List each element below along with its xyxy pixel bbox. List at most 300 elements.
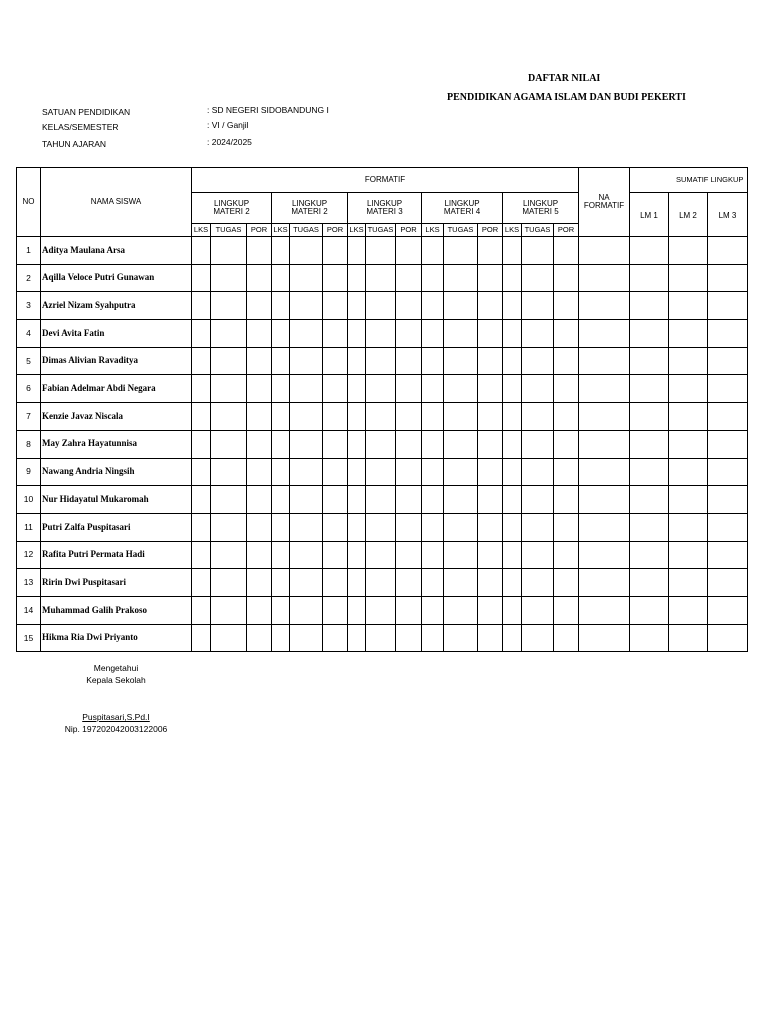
grade-cell[interactable] [503,541,522,569]
grade-cell[interactable] [290,486,323,514]
grade-cell[interactable] [211,264,247,292]
grade-cell[interactable] [503,237,522,265]
grade-cell[interactable] [247,486,272,514]
grade-cell[interactable] [396,541,422,569]
grade-cell[interactable] [708,403,748,431]
grade-cell[interactable] [290,292,323,320]
student-name: May Zahra Hayatunnisa [41,430,192,458]
grade-cell[interactable] [708,513,748,541]
grade-cell[interactable] [290,237,323,265]
grade-cell[interactable] [478,375,503,403]
grade-cell[interactable] [323,264,348,292]
grade-cell[interactable] [554,292,579,320]
grade-cell[interactable] [579,403,630,431]
grade-cell[interactable] [272,513,290,541]
grade-cell[interactable] [366,347,396,375]
grade-cell[interactable] [192,458,211,486]
grade-cell[interactable] [630,264,669,292]
grade-cell[interactable] [323,403,348,431]
grade-cell[interactable] [554,347,579,375]
grade-cell[interactable] [422,292,444,320]
grade-cell[interactable] [444,596,478,624]
grade-cell[interactable] [444,569,478,597]
grade-cell[interactable] [554,430,579,458]
grade-cell[interactable] [522,486,554,514]
grade-cell[interactable] [366,375,396,403]
grade-cell[interactable] [478,237,503,265]
grade-cell[interactable] [192,430,211,458]
grade-cell[interactable] [348,347,366,375]
grade-cell[interactable] [422,320,444,348]
grade-cell[interactable] [579,569,630,597]
grade-cell[interactable] [503,513,522,541]
grade-cell[interactable] [579,458,630,486]
tugas-header: TUGAS [211,224,247,237]
grade-cell[interactable] [211,237,247,265]
grade-cell[interactable] [272,237,290,265]
grade-cell[interactable] [247,320,272,348]
grade-cell[interactable] [396,320,422,348]
grade-cell[interactable] [422,513,444,541]
grade-cell[interactable] [444,458,478,486]
grade-cell[interactable] [522,569,554,597]
grade-cell[interactable] [192,264,211,292]
grade-cell[interactable] [247,569,272,597]
grade-cell[interactable] [522,347,554,375]
grade-cell[interactable] [579,264,630,292]
grade-cell[interactable] [444,264,478,292]
grade-cell[interactable] [630,375,669,403]
grade-cell[interactable] [272,347,290,375]
grade-cell[interactable] [211,347,247,375]
student-no: 2 [17,264,41,292]
grade-cell[interactable] [579,237,630,265]
grade-cell[interactable] [192,347,211,375]
grade-cell[interactable] [348,292,366,320]
grade-cell[interactable] [396,596,422,624]
grade-cell[interactable] [522,292,554,320]
grade-cell[interactable] [503,430,522,458]
lks-header: LKS [272,224,290,237]
grade-cell[interactable] [669,375,708,403]
grade-cell[interactable] [522,596,554,624]
grade-cell[interactable] [272,624,290,652]
grade-cell[interactable] [554,541,579,569]
grade-cell[interactable] [290,458,323,486]
grade-cell[interactable] [708,486,748,514]
grade-cell[interactable] [396,237,422,265]
grade-cell[interactable] [192,541,211,569]
grade-cell[interactable] [503,569,522,597]
grade-cell[interactable] [554,624,579,652]
grade-cell[interactable] [211,403,247,431]
grade-cell[interactable] [630,596,669,624]
grade-cell[interactable] [396,458,422,486]
grade-cell[interactable] [708,596,748,624]
grade-cell[interactable] [211,596,247,624]
grade-cell[interactable] [396,347,422,375]
grade-cell[interactable] [247,596,272,624]
grade-cell[interactable] [708,430,748,458]
no-header: NO [17,168,41,237]
grade-cell[interactable] [290,513,323,541]
grade-cell[interactable] [366,596,396,624]
grade-cell[interactable] [478,347,503,375]
grade-cell[interactable] [422,486,444,514]
grade-cell[interactable] [290,320,323,348]
grade-cell[interactable] [290,569,323,597]
grade-cell[interactable] [290,403,323,431]
grade-cell[interactable] [522,403,554,431]
student-no: 6 [17,375,41,403]
table-row [17,403,748,431]
grade-cell[interactable] [444,486,478,514]
grade-cell[interactable] [708,375,748,403]
grade-cell[interactable] [630,347,669,375]
grade-cell[interactable] [396,569,422,597]
lm3-header: LM 3 [708,193,748,237]
grade-cell[interactable] [272,541,290,569]
grade-cell[interactable] [272,375,290,403]
grade-cell[interactable] [192,569,211,597]
grade-cell[interactable] [522,237,554,265]
grade-cell[interactable] [708,237,748,265]
grade-cell[interactable] [247,375,272,403]
grade-cell[interactable] [478,430,503,458]
grade-cell[interactable] [272,320,290,348]
grade-cell[interactable] [366,320,396,348]
grade-cell[interactable] [708,320,748,348]
grade-cell[interactable] [708,541,748,569]
grade-cell[interactable] [323,320,348,348]
grade-cell[interactable] [522,264,554,292]
grade-cell[interactable] [348,596,366,624]
grade-cell[interactable] [290,596,323,624]
grade-cell[interactable] [247,292,272,320]
grade-cell[interactable] [669,347,708,375]
grade-cell[interactable] [579,596,630,624]
grade-cell[interactable] [630,430,669,458]
grade-cell[interactable] [669,486,708,514]
grade-cell[interactable] [247,458,272,486]
grade-cell[interactable] [323,486,348,514]
grade-cell[interactable] [396,264,422,292]
grade-cell[interactable] [554,596,579,624]
grade-cell[interactable] [211,292,247,320]
grade-cell[interactable] [630,624,669,652]
grade-cell[interactable] [272,292,290,320]
grade-cell[interactable] [478,541,503,569]
grade-cell[interactable] [522,458,554,486]
grade-cell[interactable] [348,403,366,431]
grade-cell[interactable] [396,292,422,320]
grade-cell[interactable] [290,430,323,458]
grade-cell[interactable] [444,347,478,375]
grade-cell[interactable] [422,624,444,652]
grade-cell[interactable] [290,624,323,652]
table-row [17,292,748,320]
grade-cell[interactable] [323,624,348,652]
grade-cell[interactable] [522,624,554,652]
grade-cell[interactable] [669,430,708,458]
grade-cell[interactable] [366,569,396,597]
grade-cell[interactable] [290,541,323,569]
grade-cell[interactable] [366,292,396,320]
grade-cell[interactable] [630,541,669,569]
grade-cell[interactable] [323,541,348,569]
grade-cell[interactable] [272,430,290,458]
grade-cell[interactable] [579,486,630,514]
grade-cell[interactable] [422,347,444,375]
grade-cell[interactable] [192,320,211,348]
grade-cell[interactable] [272,596,290,624]
grade-cell[interactable] [669,513,708,541]
tugas-header: TUGAS [444,224,478,237]
grade-cell[interactable] [708,458,748,486]
grade-cell[interactable] [503,347,522,375]
grade-cell[interactable] [396,375,422,403]
grade-cell[interactable] [669,541,708,569]
lingkup-header-4 [422,193,503,224]
grade-cell[interactable] [422,375,444,403]
grade-cell[interactable] [192,596,211,624]
grade-cell[interactable] [247,430,272,458]
grade-cell[interactable] [630,486,669,514]
grade-cell[interactable] [247,264,272,292]
grade-cell[interactable] [554,320,579,348]
grade-cell[interactable] [503,486,522,514]
grade-cell[interactable] [366,430,396,458]
grade-cell[interactable] [348,486,366,514]
grade-cell[interactable] [478,596,503,624]
grade-cell[interactable] [396,624,422,652]
grade-cell[interactable] [554,264,579,292]
grade-cell[interactable] [630,292,669,320]
grade-cell[interactable] [272,264,290,292]
grade-cell[interactable] [366,458,396,486]
grade-cell[interactable] [366,624,396,652]
grade-cell[interactable] [503,403,522,431]
grade-cell[interactable] [422,264,444,292]
grade-cell[interactable] [669,403,708,431]
grade-cell[interactable] [630,320,669,348]
grade-cell[interactable] [211,320,247,348]
grade-cell[interactable] [323,513,348,541]
grade-cell[interactable] [192,486,211,514]
grade-cell[interactable] [211,486,247,514]
grade-cell[interactable] [290,375,323,403]
grade-cell[interactable] [669,596,708,624]
grade-cell[interactable] [323,375,348,403]
grade-cell[interactable] [503,320,522,348]
grade-cell[interactable] [522,375,554,403]
grade-cell[interactable] [422,596,444,624]
grade-cell[interactable] [669,458,708,486]
grade-cell[interactable] [247,624,272,652]
grade-cell[interactable] [192,513,211,541]
grade-cell[interactable] [323,347,348,375]
grade-cell[interactable] [503,624,522,652]
grade-cell[interactable] [366,541,396,569]
grade-cell[interactable] [630,569,669,597]
grade-cell[interactable] [503,458,522,486]
student-rows [17,237,748,652]
grade-cell[interactable] [579,320,630,348]
grade-cell[interactable] [211,513,247,541]
grade-cell[interactable] [503,596,522,624]
grade-cell[interactable] [478,513,503,541]
grade-cell[interactable] [669,320,708,348]
grade-cell[interactable] [348,430,366,458]
grade-cell[interactable] [478,569,503,597]
grade-cell[interactable] [323,596,348,624]
grade-cell[interactable] [444,624,478,652]
grade-cell[interactable] [211,458,247,486]
grade-cell[interactable] [554,458,579,486]
grade-cell[interactable] [348,624,366,652]
grade-cell[interactable] [478,458,503,486]
grade-cell[interactable] [247,541,272,569]
grade-cell[interactable] [579,513,630,541]
grade-cell[interactable] [554,403,579,431]
grade-cell[interactable] [422,403,444,431]
grade-cell[interactable] [554,375,579,403]
grade-cell[interactable] [669,237,708,265]
grade-cell[interactable] [422,541,444,569]
grade-cell[interactable] [396,430,422,458]
grade-cell[interactable] [290,264,323,292]
grade-cell[interactable] [272,403,290,431]
grade-cell[interactable] [579,347,630,375]
grade-cell[interactable] [579,624,630,652]
grade-cell[interactable] [554,569,579,597]
grade-cell[interactable] [579,375,630,403]
grade-cell[interactable] [708,292,748,320]
grade-cell[interactable] [522,320,554,348]
grade-cell[interactable] [211,430,247,458]
grade-cell[interactable] [348,237,366,265]
grade-cell[interactable] [247,403,272,431]
grade-cell[interactable] [323,430,348,458]
kelas-label: KELAS/SEMESTER [42,122,119,132]
grade-cell[interactable] [478,320,503,348]
grade-cell[interactable] [708,347,748,375]
grade-cell[interactable] [579,292,630,320]
grade-cell[interactable] [478,264,503,292]
grade-cell[interactable] [366,403,396,431]
grade-cell[interactable] [444,403,478,431]
grade-cell[interactable] [348,320,366,348]
grade-cell[interactable] [522,541,554,569]
grade-cell[interactable] [366,513,396,541]
grade-cell[interactable] [247,237,272,265]
grade-cell[interactable] [478,403,503,431]
grade-cell[interactable] [708,624,748,652]
grade-cell[interactable] [478,624,503,652]
grade-cell[interactable] [444,513,478,541]
grade-cell[interactable] [396,486,422,514]
grade-cell[interactable] [348,375,366,403]
grade-cell[interactable] [422,430,444,458]
grade-cell[interactable] [323,292,348,320]
grade-cell[interactable] [323,237,348,265]
satuan-value: : SD NEGERI SIDOBANDUNG I [207,105,329,115]
grade-cell[interactable] [247,513,272,541]
grade-cell[interactable] [396,403,422,431]
grade-cell[interactable] [422,458,444,486]
grade-cell[interactable] [503,264,522,292]
grade-cell[interactable] [192,375,211,403]
grade-cell[interactable] [192,403,211,431]
grade-cell[interactable] [247,347,272,375]
grade-cell[interactable] [348,569,366,597]
grade-cell[interactable] [192,237,211,265]
grade-cell[interactable] [422,569,444,597]
grade-cell[interactable] [396,513,422,541]
grade-cell[interactable] [478,486,503,514]
grade-cell[interactable] [272,569,290,597]
grade-cell[interactable] [630,513,669,541]
grade-cell[interactable] [522,513,554,541]
grade-cell[interactable] [630,403,669,431]
grade-cell[interactable] [554,513,579,541]
grade-cell[interactable] [579,541,630,569]
grade-cell[interactable] [348,541,366,569]
grade-cell[interactable] [444,237,478,265]
grade-cell[interactable] [669,292,708,320]
grade-cell[interactable] [522,430,554,458]
grade-cell[interactable] [503,375,522,403]
grade-cell[interactable] [323,458,348,486]
grade-cell[interactable] [272,486,290,514]
grade-cell[interactable] [669,569,708,597]
grade-cell[interactable] [630,458,669,486]
grade-cell[interactable] [366,264,396,292]
grade-cell[interactable] [478,292,503,320]
grade-cell[interactable] [323,569,348,597]
grade-cell[interactable] [444,430,478,458]
grade-cell[interactable] [579,430,630,458]
grade-cell[interactable] [211,375,247,403]
grade-cell[interactable] [290,347,323,375]
grade-cell[interactable] [366,486,396,514]
grade-cell[interactable] [669,624,708,652]
grade-cell[interactable] [348,458,366,486]
grade-cell[interactable] [669,264,708,292]
grade-cell[interactable] [444,375,478,403]
grade-cell[interactable] [348,513,366,541]
grade-cell[interactable] [192,292,211,320]
grade-cell[interactable] [211,569,247,597]
grade-cell[interactable] [366,237,396,265]
grade-cell[interactable] [211,541,247,569]
grade-cell[interactable] [211,624,247,652]
grade-cell[interactable] [422,237,444,265]
grade-cell[interactable] [444,320,478,348]
grade-cell[interactable] [503,292,522,320]
grade-cell[interactable] [444,541,478,569]
grade-cell[interactable] [348,264,366,292]
grade-cell[interactable] [630,237,669,265]
grade-cell[interactable] [708,264,748,292]
grade-cell[interactable] [554,486,579,514]
grade-cell[interactable] [708,569,748,597]
table-row [17,320,748,348]
grade-cell[interactable] [272,458,290,486]
grade-cell[interactable] [554,237,579,265]
grade-cell[interactable] [444,292,478,320]
grade-cell[interactable] [192,624,211,652]
